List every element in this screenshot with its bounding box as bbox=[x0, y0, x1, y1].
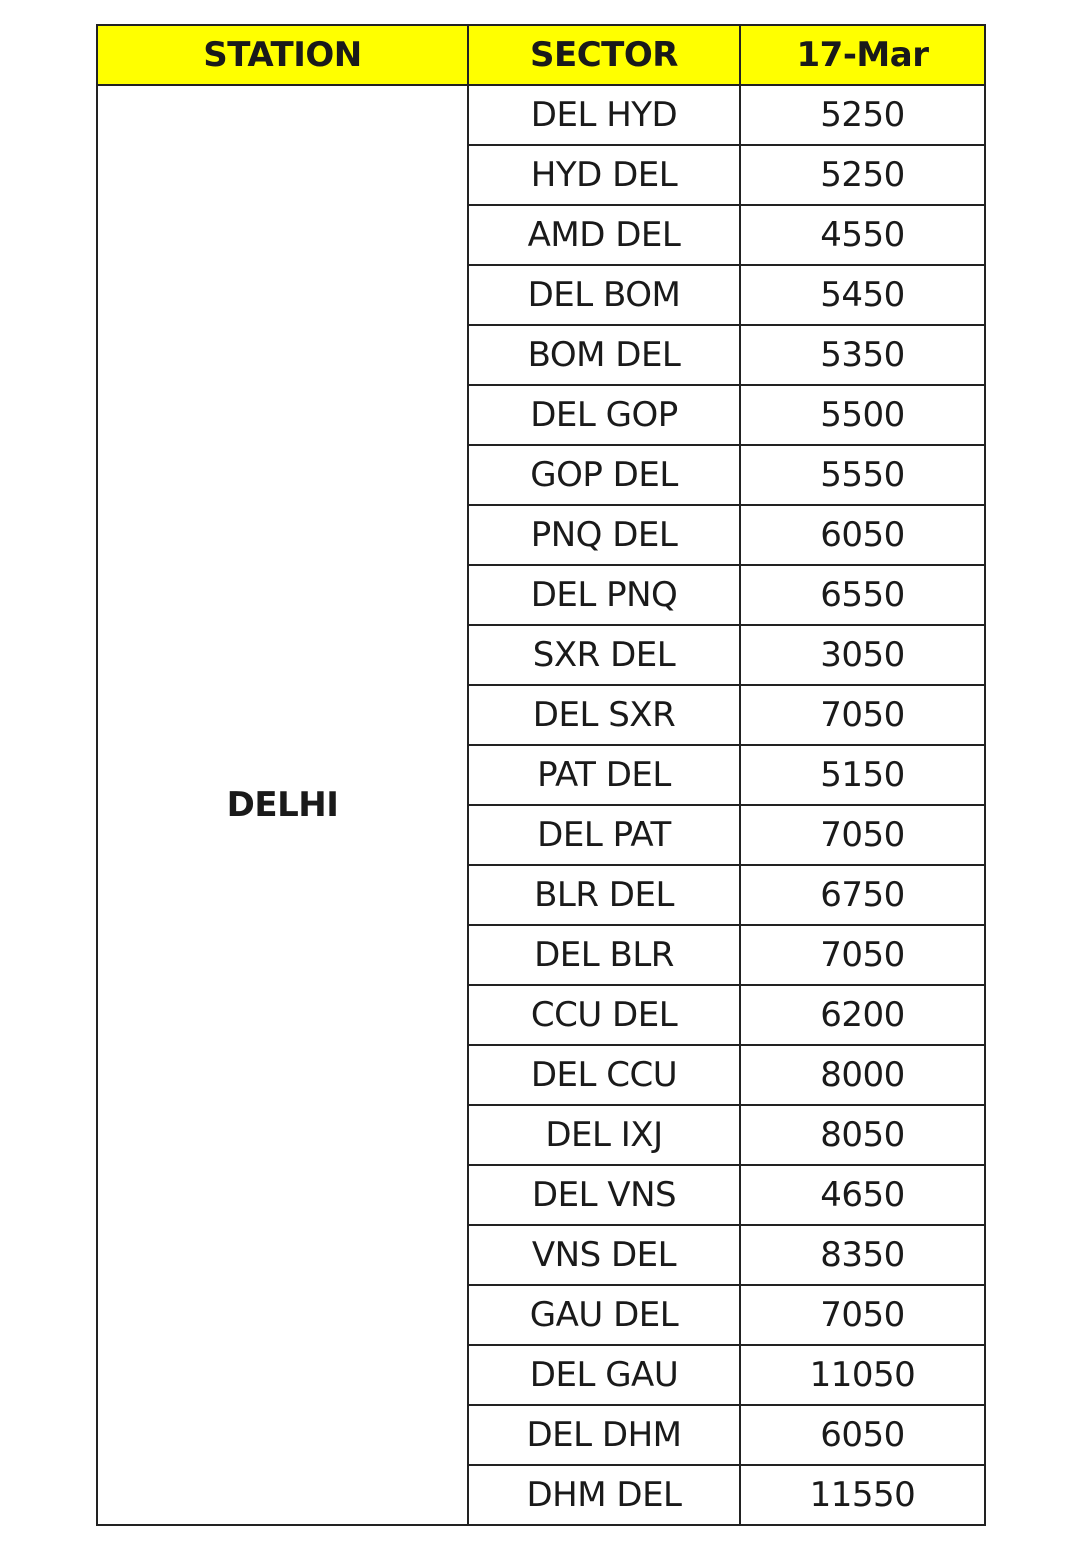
sector-cell: DEL PAT bbox=[468, 805, 740, 865]
sector-cell: GAU DEL bbox=[468, 1285, 740, 1345]
fare-cell: 6550 bbox=[740, 565, 985, 625]
station-cell: DELHI bbox=[97, 85, 468, 1525]
sector-cell: DEL BLR bbox=[468, 925, 740, 985]
fare-cell: 5550 bbox=[740, 445, 985, 505]
sector-cell: AMD DEL bbox=[468, 205, 740, 265]
sector-cell: DEL VNS bbox=[468, 1165, 740, 1225]
sector-cell: DEL BOM bbox=[468, 265, 740, 325]
sector-cell: DEL HYD bbox=[468, 85, 740, 145]
sector-cell: DEL DHM bbox=[468, 1405, 740, 1465]
fare-cell: 7050 bbox=[740, 805, 985, 865]
fare-cell: 5250 bbox=[740, 145, 985, 205]
sector-cell: CCU DEL bbox=[468, 985, 740, 1045]
sector-cell: DEL IXJ bbox=[468, 1105, 740, 1165]
sector-cell: DEL GOP bbox=[468, 385, 740, 445]
fare-cell: 6750 bbox=[740, 865, 985, 925]
fare-cell: 7050 bbox=[740, 925, 985, 985]
header-date: 17-Mar bbox=[740, 25, 985, 85]
fare-cell: 8350 bbox=[740, 1225, 985, 1285]
sector-cell: SXR DEL bbox=[468, 625, 740, 685]
table-header bbox=[97, 25, 985, 85]
sector-cell: PNQ DEL bbox=[468, 505, 740, 565]
fare-cell: 5450 bbox=[740, 265, 985, 325]
fare-cell: 5350 bbox=[740, 325, 985, 385]
sector-cell: GOP DEL bbox=[468, 445, 740, 505]
fare-cell: 6200 bbox=[740, 985, 985, 1045]
sector-cell: BOM DEL bbox=[468, 325, 740, 385]
fare-cell: 3050 bbox=[740, 625, 985, 685]
sector-cell: DEL PNQ bbox=[468, 565, 740, 625]
sector-cell: DEL CCU bbox=[468, 1045, 740, 1105]
fare-cell: 6050 bbox=[740, 1405, 985, 1465]
fare-cell: 5150 bbox=[740, 745, 985, 805]
fare-cell: 8000 bbox=[740, 1045, 985, 1105]
fare-cell: 11550 bbox=[740, 1465, 985, 1525]
fare-cell: 5500 bbox=[740, 385, 985, 445]
sector-cell: VNS DEL bbox=[468, 1225, 740, 1285]
fare-cell: 11050 bbox=[740, 1345, 985, 1405]
fare-cell: 6050 bbox=[740, 505, 985, 565]
fare-cell: 5250 bbox=[740, 85, 985, 145]
fare-cell: 8050 bbox=[740, 1105, 985, 1165]
sector-cell: HYD DEL bbox=[468, 145, 740, 205]
header-station: STATION bbox=[97, 25, 468, 85]
fare-cell: 4650 bbox=[740, 1165, 985, 1225]
sector-cell: BLR DEL bbox=[468, 865, 740, 925]
table-row bbox=[97, 85, 985, 145]
sector-cell: DHM DEL bbox=[468, 1465, 740, 1525]
table-body bbox=[97, 85, 985, 1525]
sector-cell: PAT DEL bbox=[468, 745, 740, 805]
fare-cell: 7050 bbox=[740, 1285, 985, 1345]
header-sector: SECTOR bbox=[468, 25, 740, 85]
sector-cell: DEL GAU bbox=[468, 1345, 740, 1405]
fare-cell: 4550 bbox=[740, 205, 985, 265]
fare-cell: 7050 bbox=[740, 685, 985, 745]
fare-table bbox=[96, 24, 986, 1526]
sector-cell: DEL SXR bbox=[468, 685, 740, 745]
header-row bbox=[97, 25, 985, 85]
